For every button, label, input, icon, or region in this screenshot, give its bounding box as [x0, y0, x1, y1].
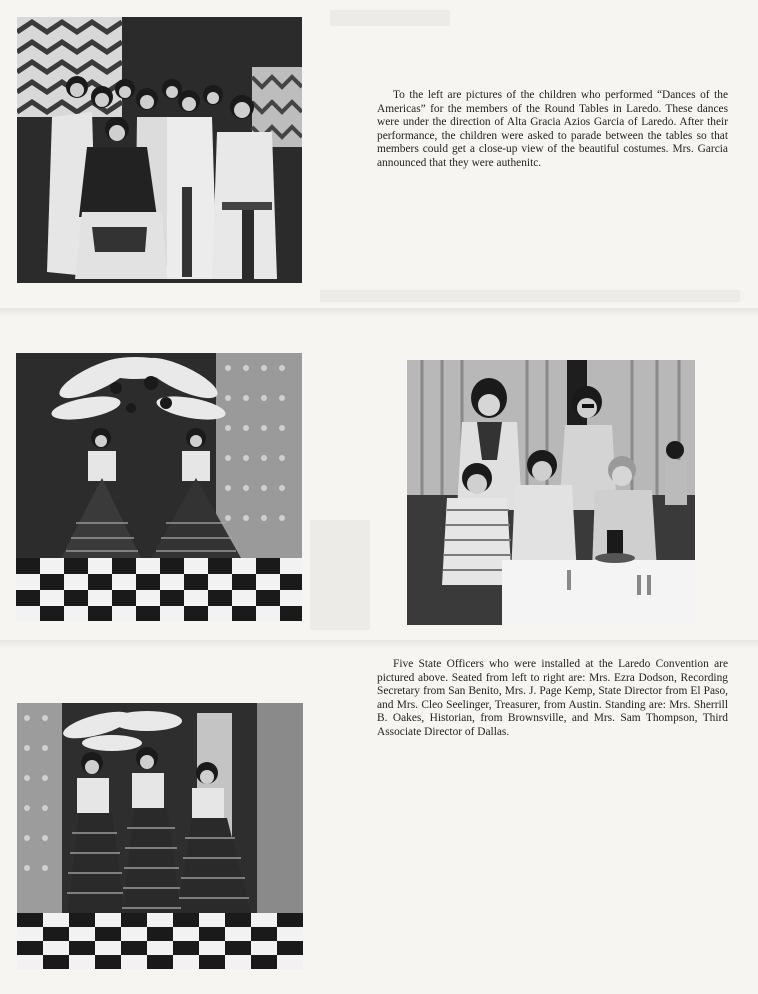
paper-fold	[0, 640, 758, 648]
photo-state-officers	[407, 360, 695, 625]
photo-children-group	[17, 17, 302, 283]
caption-dances-of-the-americas	[377, 89, 728, 171]
photo-two-dancers	[16, 353, 302, 621]
photo-three-dancers	[17, 703, 303, 969]
bleed-through-mark	[330, 10, 450, 26]
caption-state-officers	[377, 658, 728, 740]
caption-text: Five State Officers who were installed at the Laredo Convention are pictured above. Seated from left to right are: Mrs. Ezra Dodson, Recording Secretary from San Benito, Mrs. J. Page Kemp, State Director from El Paso, and Mrs. Cleo Seelinger, Treasurer, from Austin. Standing are: Mrs. Sherrill B. Oakes, Historian, from Brownsville, and Mrs. Sam Thompson, Third Associate Director of Dallas.	[377, 658, 728, 738]
bleed-through-mark	[310, 520, 370, 630]
paper-fold	[0, 308, 758, 316]
bleed-through-mark	[320, 290, 740, 302]
caption-text: To the left are pictures of the children who performed “Dances of the Americas” for the members of the Round Tables in Laredo. These dances were under the direction of Alta Gracia Azios Garcia of Laredo. After their performance, the children were asked to parade between the tables so that members could get a close-up view of the beautiful costumes. Mrs. Garcia announced that they were authenitc.	[377, 89, 728, 169]
